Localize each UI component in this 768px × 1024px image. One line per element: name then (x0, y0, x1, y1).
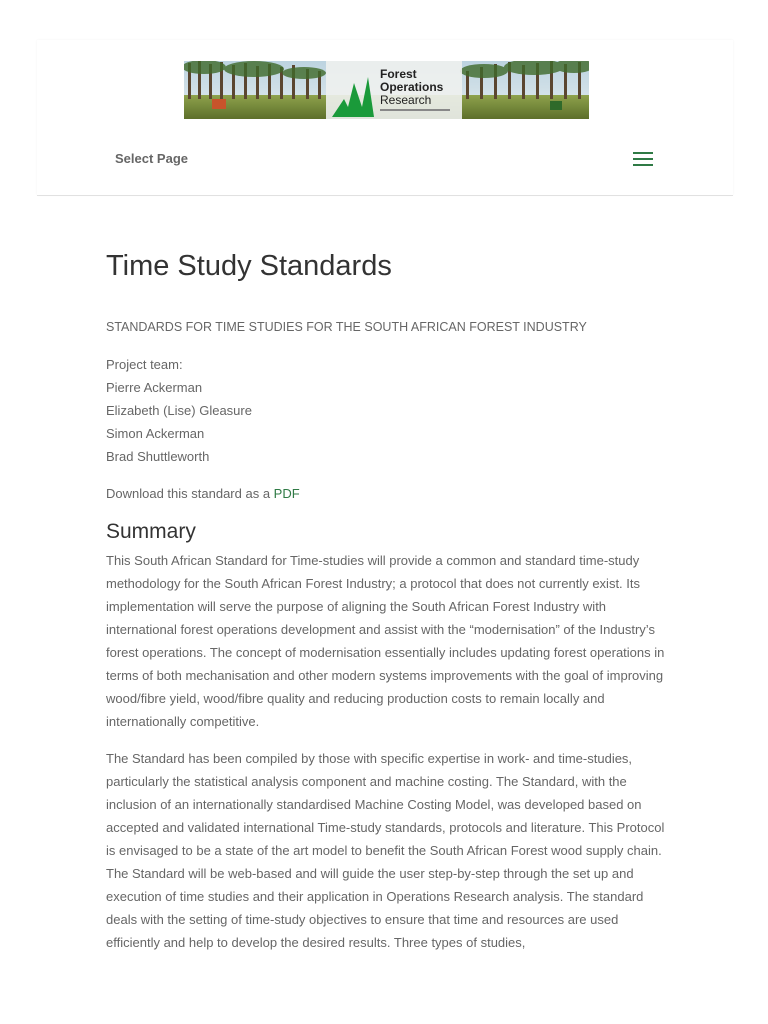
main-content (106, 240, 666, 968)
download-line (106, 482, 666, 505)
summary-paragraph: The Standard has been compiled by those with specific expertise in work- and time-studies, particularly the statistical analysis component and machine costing. The Standard, with the inclusion of an internationally standardised Machine Costing Model, was developed based on accepted and validated international Time-study standards, protocols and literature. This Protocol is envisaged to be a state of the art model to benefit the South African Forest wood supply chain. (106, 751, 665, 858)
banner-image (184, 61, 589, 119)
summary-heading: Summary (106, 520, 196, 543)
svg-text:Operations: Operations (380, 80, 444, 94)
hamburger-line (633, 152, 653, 154)
team-member: Elizabeth (Lise) Gleasure (106, 403, 252, 418)
team-member: Pierre Ackerman (106, 380, 203, 395)
page-title: Time Study Standards (106, 250, 392, 282)
mobile-nav (37, 140, 733, 180)
site-banner-logo[interactable] (184, 61, 589, 119)
hamburger-line (633, 158, 653, 160)
hamburger-icon[interactable] (633, 152, 653, 168)
svg-text:Forest: Forest (380, 67, 417, 81)
site-header (37, 40, 733, 195)
team-label: Project team: (106, 357, 183, 372)
summary-paragraph: The Standard will be web-based and will guide the user step-by-step through the set up and execution of time studies and their application in Operations Research analysis. The standard deals with the setting of time-study objectives to ensure that time and resources are used efficiently and help to develop the desired results. Three types of studies, (106, 866, 644, 950)
project-team (106, 353, 666, 468)
select-page-label[interactable]: Select Page (115, 151, 188, 166)
svg-text:Research: Research (380, 93, 432, 107)
summary-paragraph: This South African Standard for Time-studies will provide a common and standard time-study methodology for the South African Forest Industry; a protocol that does not currently exist. Its implementation will serve the purpose of aligning the South African Forest Industry with international forest operations development and assist with the “modernisation” of the Industry’s forest operations. The concept of modernisation essentially includes updating forest operations in terms of both mechanisation and other modern systems improvements with the goal of improving wood/fibre yield, wood/fibre quality and reducing production costs to remain locally and internationally competitive. (106, 553, 665, 729)
team-member: Simon Ackerman (106, 426, 205, 441)
hamburger-line (633, 164, 653, 166)
pdf-download-link[interactable]: PDF (273, 486, 300, 501)
page-subtitle: STANDARDS FOR TIME STUDIES FOR THE SOUTH AFRICAN FOREST INDUSTRY (106, 320, 587, 334)
download-text: Download this standard as a (106, 486, 274, 501)
team-member: Brad Shuttleworth (106, 449, 210, 464)
